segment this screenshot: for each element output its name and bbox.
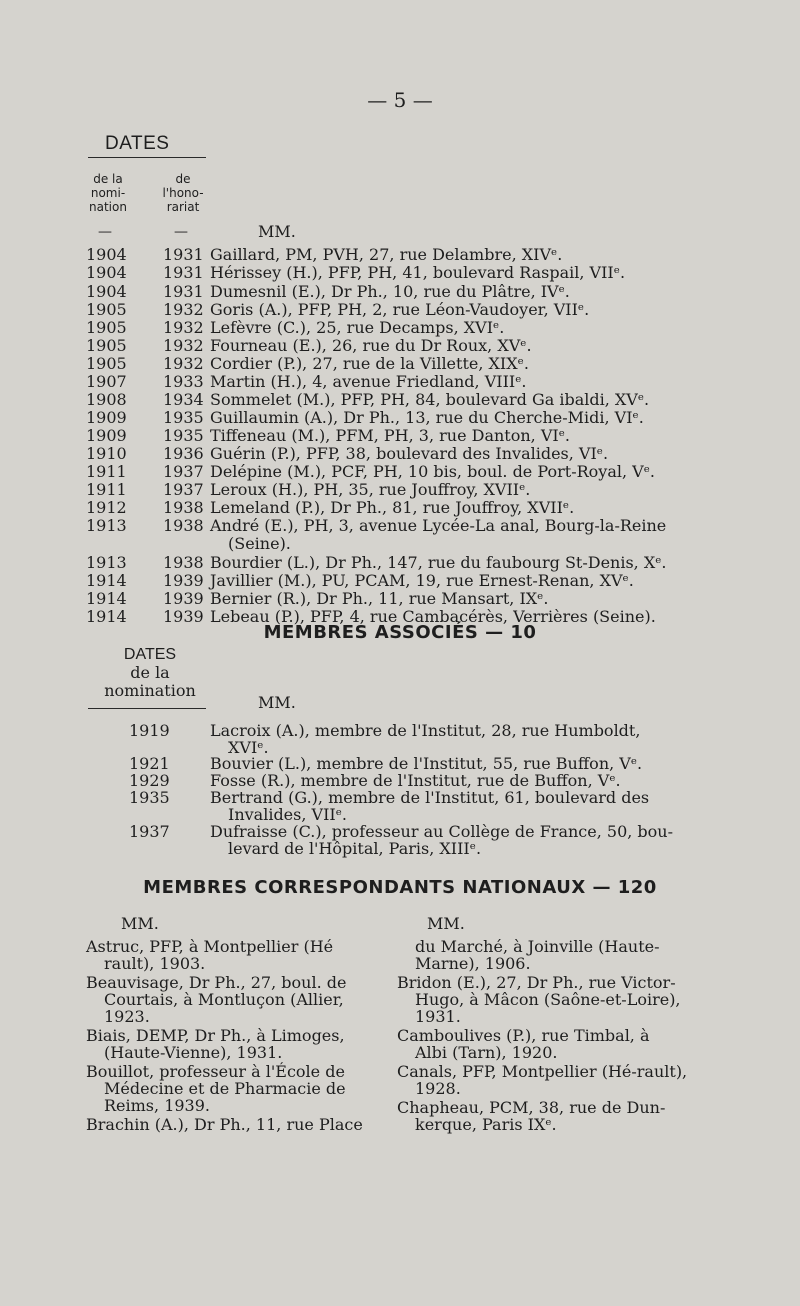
member-entry: Fourneau (E.), 26, rue du Dr Roux, XVᵉ. — [210, 336, 532, 355]
member-entry: Delépine (M.), PCF, PH, 10 bis, boul. de Port-Royal, Vᵉ. — [210, 462, 655, 481]
col1-line: nation — [89, 200, 127, 214]
entry-line-cont: Hugo, à Mâcon (Saône-et-Loire), — [415, 990, 681, 1009]
nomination-year: 1911 — [86, 462, 127, 481]
honorariat-year: 1931 — [163, 245, 204, 264]
entry-line-cont: Reims, 1939. — [104, 1096, 210, 1115]
associes-mm-label: MM. — [258, 693, 296, 712]
entry-line: Beauvisage, Dr Ph., 27, boul. de — [86, 973, 347, 992]
nomination-year: 1904 — [86, 263, 127, 282]
associe-year: 1921 — [129, 754, 170, 773]
entry-line-cont: Courtais, à Montluçon (Allier, — [104, 990, 344, 1009]
associe-year: 1919 — [129, 721, 170, 740]
honorariat-year: 1938 — [163, 553, 204, 572]
associe-line: Lacroix (A.), membre de l'Institut, 28, rue Humboldt, — [210, 721, 641, 740]
member-entry: Gaillard, PM, PVH, 27, rue Delambre, XIVᵉ. — [210, 245, 563, 264]
entry-line: Bouillot, professeur à l'École de — [86, 1062, 345, 1081]
page-folio: — 5 — — [367, 88, 433, 112]
correspondant-entry — [397, 1027, 697, 1061]
associe-entry — [210, 823, 698, 857]
member-entry: Lebeau (P.), PFP, 4, rue Cambacérès, Verrières (Seine). — [210, 607, 656, 626]
nomination-year: 1905 — [86, 336, 127, 355]
associe-entry: Fosse (R.), membre de l'Institut, rue de Buffon, Vᵉ. — [210, 771, 621, 790]
correspondant-entry — [397, 1099, 697, 1133]
associe-entry — [210, 789, 698, 823]
associe-line-cont: XVIᵉ. — [228, 738, 269, 757]
member-entry: Bourdier (L.), Dr Ph., 147, rue du faubourg St-Denis, Xᵉ. — [210, 553, 667, 572]
entry-line: Canals, PFP, Montpellier (Hé-rault), — [397, 1062, 688, 1081]
entry-line-cont: 1923. — [104, 1007, 150, 1026]
col1-dash: — — [98, 224, 112, 240]
member-entry: Sommelet (M.), PFP, PH, 84, boulevard Ga ibaldi, XVᵉ. — [210, 390, 650, 409]
associes-dates-line: de la — [130, 663, 170, 682]
entry-line: Biais, DEMP, Dr Ph., à Limoges, — [86, 1026, 345, 1045]
honorariat-year: 1935 — [163, 426, 204, 445]
member-entry: Dumesnil (E.), Dr Ph., 10, rue du Plâtre, IVᵉ. — [210, 282, 570, 301]
entry-line: Chapheau, PCM, 38, rue de Dun- — [397, 1098, 666, 1117]
nomination-year: 1904 — [86, 282, 127, 301]
honorariat-year: 1932 — [163, 300, 204, 319]
honorariat-year: 1931 — [163, 263, 204, 282]
member-entry: Cordier (P.), 27, rue de la Villette, XIXᵉ. — [210, 354, 529, 373]
col1-line: nomi- — [90, 186, 126, 200]
correspondant-entry — [86, 938, 384, 972]
member-entry: Goris (A.), PFP, PH, 2, rue Léon-Vaudoyer, VIIᵉ. — [210, 300, 590, 319]
entry-line-cont: du Marché, à Joinville (Haute- — [415, 937, 660, 956]
member-entry: Lemeland (P.), Dr Ph., 81, rue Jouffroy, XVIIᵉ. — [210, 498, 575, 517]
associes-dates-line: DATES — [123, 646, 177, 663]
honorariat-year: 1932 — [163, 354, 204, 373]
associe-entry — [210, 722, 698, 756]
col-honorariat-header — [150, 172, 216, 214]
member-entry: Hérissey (H.), PFP, PH, 41, boulevard Raspail, VIIᵉ. — [210, 263, 626, 282]
entry-line: Brachin (A.), Dr Ph., 11, rue Place — [86, 1115, 363, 1134]
nomination-year: 1905 — [86, 300, 127, 319]
correspondants-left-mm: MM. — [121, 914, 159, 933]
nomination-year: 1913 — [86, 516, 127, 535]
honorariat-year: 1938 — [163, 498, 204, 517]
associe-line-cont: levard de l'Hôpital, Paris, XIIIᵉ. — [228, 839, 482, 858]
nomination-year: 1913 — [86, 553, 127, 572]
nomination-year: 1914 — [86, 571, 127, 590]
correspondant-entry — [397, 1063, 697, 1097]
nomination-year: 1909 — [86, 408, 127, 427]
honorariat-year: 1938 — [163, 516, 204, 535]
associe-line-cont: Invalides, VIIᵉ. — [228, 805, 348, 824]
nomination-year: 1907 — [86, 372, 127, 391]
col2-line: l'hono- — [162, 186, 204, 200]
honorariat-year: 1932 — [163, 336, 204, 355]
correspondants-title: MEMBRES CORRESPONDANTS NATIONAUX — 120 — [143, 877, 657, 898]
nomination-year: 1909 — [86, 426, 127, 445]
entry-line-cont: (Haute-Vienne), 1931. — [104, 1043, 283, 1062]
associe-year: 1929 — [129, 771, 170, 790]
correspondant-entry — [86, 1116, 384, 1133]
entry-line: Bridon (E.), 27, Dr Ph., rue Victor- — [397, 973, 676, 992]
member-entry: Lefèvre (C.), 25, rue Decamps, XVIᵉ. — [210, 318, 505, 337]
nomination-year: 1911 — [86, 480, 127, 499]
honorariat-year: 1936 — [163, 444, 204, 463]
entry-line-cont: 1931. — [415, 1007, 461, 1026]
member-entry: Guillaumin (A.), Dr Ph., 13, rue du Cherche-Midi, VIᵉ. — [210, 408, 644, 427]
col2-line: rariat — [166, 200, 200, 214]
associes-dates-line: nomination — [104, 681, 196, 700]
correspondants-left-column — [86, 938, 384, 1135]
nomination-year: 1914 — [86, 607, 127, 626]
member-entry: Javillier (M.), PU, PCAM, 19, rue Ernest-Renan, XVᵉ. — [210, 571, 634, 590]
member-entry: Leroux (H.), PH, 35, rue Jouffroy, XVIIᵉ. — [210, 480, 531, 499]
associes-title: MEMBRES ASSOCIÉS — 10 — [263, 622, 537, 643]
member-entry-continuation: (Seine). — [228, 534, 291, 553]
member-entry: Martin (H.), 4, avenue Friedland, VIIIᵉ. — [210, 372, 527, 391]
col-nomination-header — [80, 172, 136, 214]
associe-line: Dufraisse (C.), professeur au Collège de France, 50, bou- — [210, 822, 674, 841]
associe-year: 1935 — [129, 788, 170, 807]
col2-line: de — [175, 172, 191, 186]
entry-line-cont: kerque, Paris IXᵉ. — [415, 1115, 557, 1134]
entry-line: Astruc, PFP, à Montpellier (Hé — [86, 937, 334, 956]
nomination-year: 1914 — [86, 589, 127, 608]
member-entry: Guérin (P.), PFP, 38, boulevard des Invalides, VIᵉ. — [210, 444, 609, 463]
correspondant-entry — [86, 1027, 384, 1061]
dates-header: DATES — [105, 133, 170, 154]
entry-line-cont: Albi (Tarn), 1920. — [415, 1043, 558, 1062]
nomination-year: 1908 — [86, 390, 127, 409]
entry-line: Camboulives (P.), rue Timbal, à — [397, 1026, 650, 1045]
nomination-year: 1905 — [86, 318, 127, 337]
correspondant-entry — [86, 1063, 384, 1114]
member-entry: Bernier (R.), Dr Ph., 11, rue Mansart, IXᵉ. — [210, 589, 549, 608]
associe-year: 1937 — [129, 822, 170, 841]
nomination-year: 1905 — [86, 354, 127, 373]
entry-line-cont: 1928. — [415, 1079, 461, 1098]
entry-line-cont: Marne), 1906. — [415, 954, 531, 973]
honorariat-year: 1937 — [163, 462, 204, 481]
entry-line-cont: rault), 1903. — [104, 954, 206, 973]
honorariat-year: 1939 — [163, 607, 204, 626]
entry-line-cont: Médecine et de Pharmacie de — [104, 1079, 346, 1098]
nomination-year: 1904 — [86, 245, 127, 264]
correspondant-entry — [397, 938, 697, 972]
associe-entry: Bouvier (L.), membre de l'Institut, 55, rue Buffon, Vᵉ. — [210, 754, 643, 773]
honorariat-year: 1935 — [163, 408, 204, 427]
honorariat-year: 1937 — [163, 480, 204, 499]
correspondant-entry — [397, 974, 697, 1025]
col2-dash: — — [174, 224, 188, 240]
honorariat-year: 1931 — [163, 282, 204, 301]
honorariat-year: 1939 — [163, 589, 204, 608]
honorariat-year: 1934 — [163, 390, 204, 409]
nomination-year: 1912 — [86, 498, 127, 517]
member-entry: Tiffeneau (M.), PFM, PH, 3, rue Danton, VIᵉ. — [210, 426, 570, 445]
honorariat-year: 1932 — [163, 318, 204, 337]
correspondant-entry — [86, 974, 384, 1025]
nomination-year: 1910 — [86, 444, 127, 463]
member-entry: André (E.), PH, 3, avenue Lycée-La anal, Bourg-la-Reine — [210, 516, 667, 535]
correspondants-right-mm: MM. — [427, 914, 465, 933]
associes-dates-header — [90, 646, 210, 700]
honorariat-year: 1939 — [163, 571, 204, 590]
col1-line: de la — [93, 172, 123, 186]
associes-rule — [88, 708, 206, 709]
associe-line: Bertrand (G.), membre de l'Institut, 61, boulevard des — [210, 788, 650, 807]
honorariat-year: 1933 — [163, 372, 204, 391]
correspondants-right-column — [397, 938, 697, 1135]
dates-rule — [88, 157, 206, 158]
mm-label: MM. — [258, 222, 296, 241]
